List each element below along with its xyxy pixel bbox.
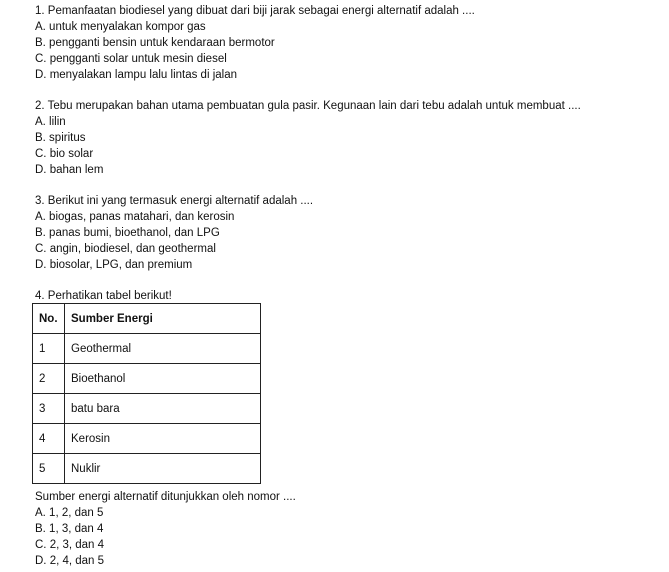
option-d: D. 2, 4, dan 5 xyxy=(35,555,105,567)
table-row xyxy=(33,364,261,394)
question-text: 2. Tebu merupakan bahan utama pembuatan gula pasir. Kegunaan lain dari tebu adalah untuk membuat .... xyxy=(35,100,581,112)
header-no: No. xyxy=(33,304,65,334)
option-b: B. spiritus xyxy=(35,132,86,144)
table-header-row xyxy=(33,304,261,334)
row-energy: Geothermal xyxy=(65,334,261,364)
question-2 xyxy=(35,98,581,178)
row-energy: batu bara xyxy=(65,394,261,424)
option-b: B. panas bumi, bioethanol, dan LPG xyxy=(35,227,220,239)
row-number: 3 xyxy=(33,394,65,424)
header-sumber-energi: Sumber Energi xyxy=(65,304,261,334)
option-a: A. biogas, panas matahari, dan kerosin xyxy=(35,211,235,223)
row-energy: Bioethanol xyxy=(65,364,261,394)
question-text: 1. Pemanfaatan biodiesel yang dibuat dari biji jarak sebagai energi alternatif adalah .... xyxy=(35,5,475,17)
row-number: 1 xyxy=(33,334,65,364)
table-row xyxy=(33,424,261,454)
option-b: B. 1, 3, dan 4 xyxy=(35,523,104,535)
option-d: D. menyalakan lampu lalu lintas di jalan xyxy=(35,69,237,81)
option-d: D. biosolar, LPG, dan premium xyxy=(35,259,193,271)
table-row xyxy=(33,454,261,484)
question-1 xyxy=(35,3,475,83)
row-number: 4 xyxy=(33,424,65,454)
option-c: C. bio solar xyxy=(35,148,94,160)
question-4-followup xyxy=(35,489,296,569)
option-a: A. lilin xyxy=(35,116,66,128)
row-number: 2 xyxy=(33,364,65,394)
row-number: 5 xyxy=(33,454,65,484)
row-energy: Kerosin xyxy=(65,424,261,454)
question-4 xyxy=(35,288,172,304)
energy-source-table xyxy=(32,303,261,484)
option-a: A. 1, 2, dan 5 xyxy=(35,507,104,519)
option-c: C. angin, biodiesel, dan geothermal xyxy=(35,243,216,255)
table-row xyxy=(33,394,261,424)
followup-text: Sumber energi alternatif ditunjukkan oleh nomor .... xyxy=(35,491,296,503)
table-row xyxy=(33,334,261,364)
option-a: A. untuk menyalakan kompor gas xyxy=(35,21,206,33)
option-b: B. pengganti bensin untuk kendaraan bermotor xyxy=(35,37,275,49)
question-text: 4. Perhatikan tabel berikut! xyxy=(35,290,172,302)
option-c: C. 2, 3, dan 4 xyxy=(35,539,105,551)
option-c: C. pengganti solar untuk mesin diesel xyxy=(35,53,227,65)
question-3 xyxy=(35,193,313,273)
option-d: D. bahan lem xyxy=(35,164,104,176)
row-energy: Nuklir xyxy=(65,454,261,484)
question-text: 3. Berikut ini yang termasuk energi alternatif adalah .... xyxy=(35,195,314,207)
